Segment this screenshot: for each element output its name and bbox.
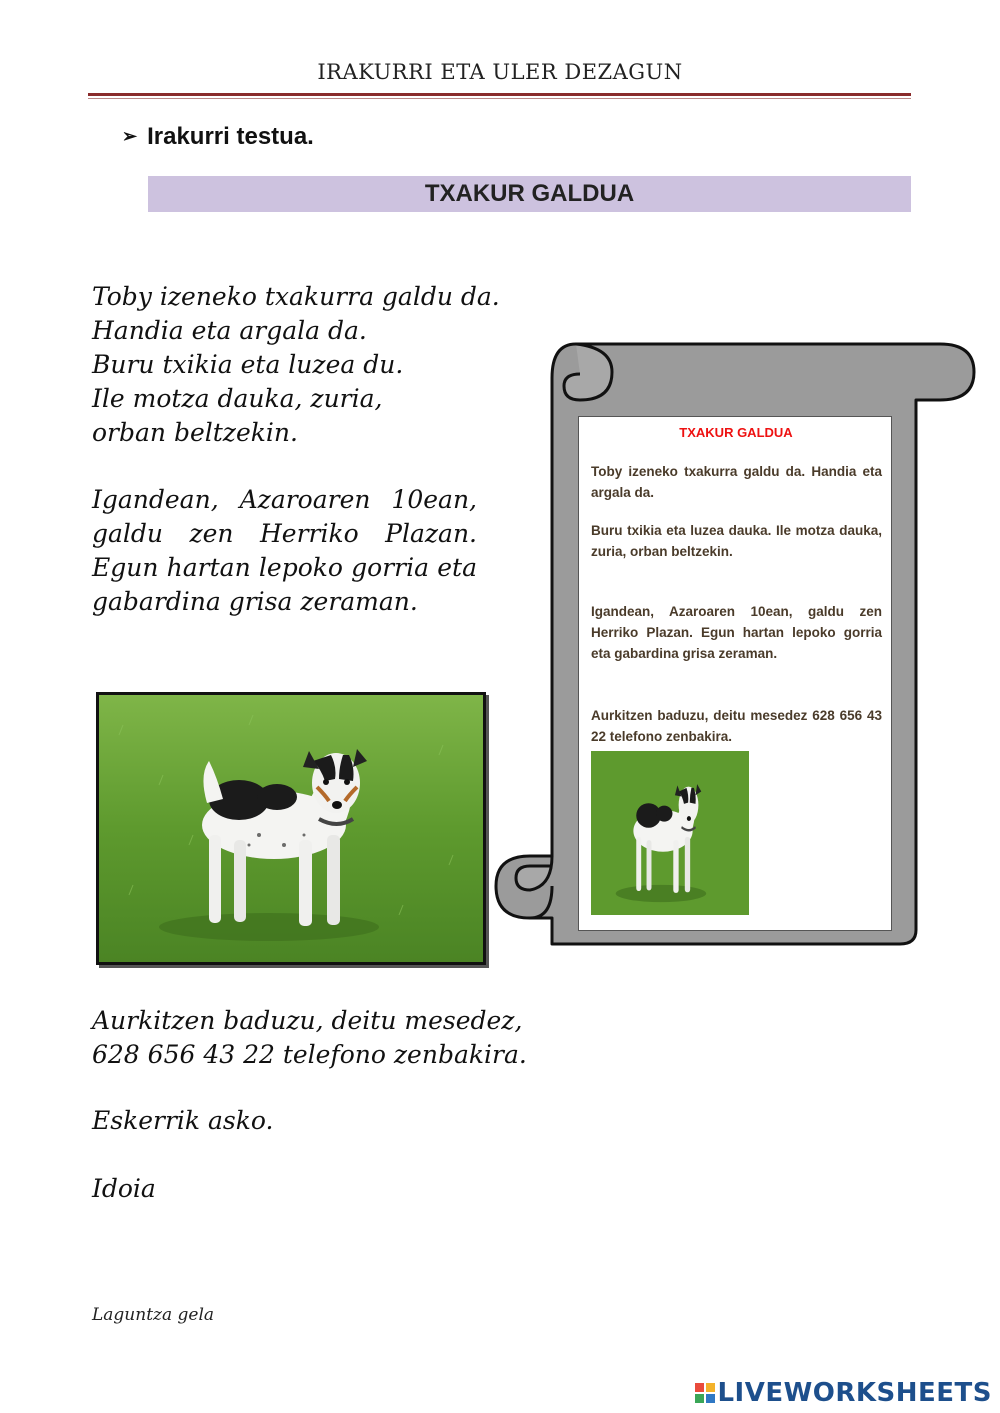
text-line: 628 656 43 22 telefono zenbakira. [92,1040,527,1069]
text-line: Buru txikia eta luzea du. [92,350,404,379]
poster-title: TXAKUR GALDUA [679,425,793,440]
arrowhead-bullet-icon: ➢ [122,126,138,146]
contact-paragraph [92,1004,612,1072]
poster-paragraph: Igandean, Azaroaren 10ean, galdu zen Herriko Plazan. Egun hartan lepoko gorria eta gabardina grisa zeraman. [591,604,882,661]
dog-on-grass-icon [99,695,483,962]
logo-text: LIVEWORKSHEETS [717,1378,992,1408]
instruction [122,123,314,151]
text-line: Handia eta argala da. [92,316,367,345]
instruction-text: Irakurri testua. [147,123,314,150]
text-line: Aurkitzen baduzu, deitu mesedez, [92,1006,523,1035]
lost-dog-poster [578,416,892,931]
poster-dog-photo [591,751,749,915]
page-header-title: IRAKURRI ETA ULER DEZAGUN [317,60,683,84]
title-banner: TXAKUR GALDUA [148,176,911,212]
poster-paragraph: Buru txikia eta luzea dauka. Ile motza dauka, zuria, orban beltzekin. [591,523,882,559]
thanks-text: Eskerrik asko. [92,1106,274,1135]
poster-paragraph: Aurkitzen baduzu, deitu mesedez 628 656 43 22 telefono zenbakira. [591,708,882,744]
dog-photo [96,692,486,965]
text-line: orban beltzekin. [92,418,298,447]
liveworksheets-badge-icon [695,1380,715,1400]
text-line: Ile motza dauka, zuria, [92,384,383,413]
signature: Idoia [92,1174,156,1203]
header-rule-thin [88,98,911,99]
poster-paragraph: Toby izeneko txakurra galdu da. Handia eta argala da. [591,464,882,500]
dog-on-grass-icon [591,751,749,915]
text-line: Toby izeneko txakurra galdu da. [92,282,500,311]
header-rule [88,93,911,96]
footer-note: Laguntza gela [92,1305,215,1325]
liveworksheets-logo [695,1378,992,1408]
lost-details-paragraph: Igandean, Azaroaren 10ean, galdu zen Herriko Plazan. Egun hartan lepoko gorria eta gabardina grisa zeraman. [92,485,477,616]
